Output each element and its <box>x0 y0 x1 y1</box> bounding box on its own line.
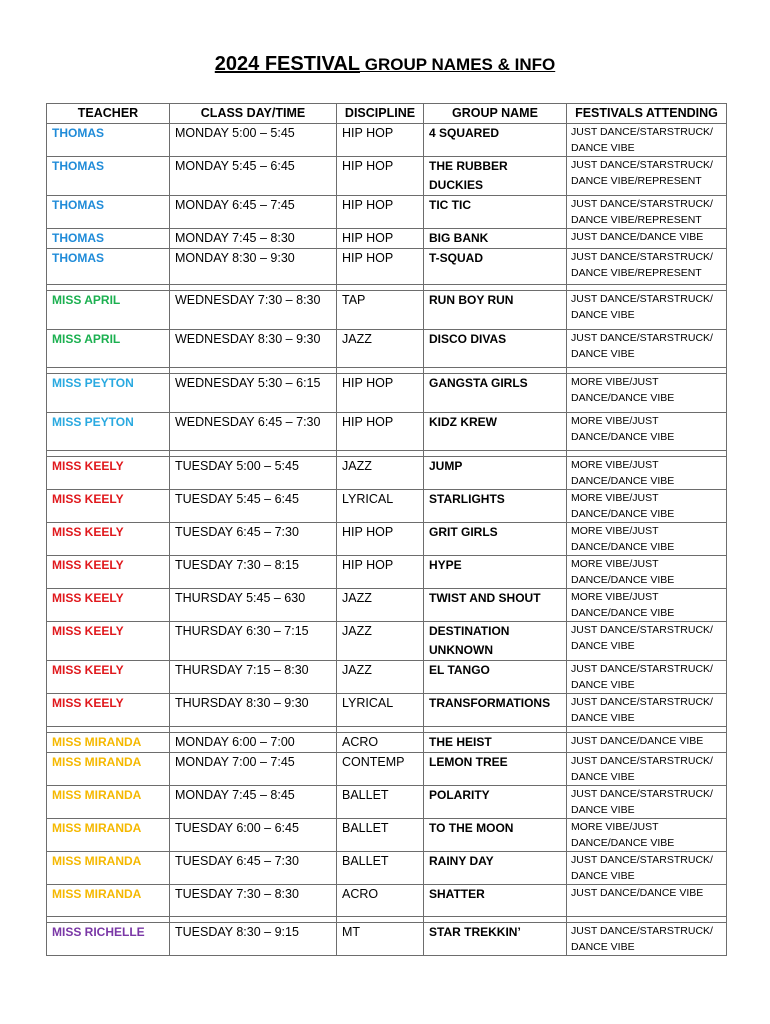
cell-discipline: BALLET <box>337 852 424 885</box>
cell-discipline: HIP HOP <box>337 523 424 556</box>
table-row <box>47 330 727 368</box>
cell-time: MONDAY 6:00 – 7:00 <box>170 733 337 753</box>
table-row <box>47 490 727 523</box>
cell-festivals: JUST DANCE/DANCE VIBE <box>567 733 727 753</box>
cell-group: SHATTER <box>424 885 567 917</box>
cell-festivals: JUST DANCE/STARSTRUCK/ DANCE VIBE <box>567 694 727 727</box>
cell-time: WEDNESDAY 8:30 – 9:30 <box>170 330 337 368</box>
cell-teacher: MISS KEELY <box>47 694 170 727</box>
cell-festivals: JUST DANCE/STARSTRUCK/ DANCE VIBE <box>567 923 727 956</box>
cell-discipline: BALLET <box>337 786 424 819</box>
table-body <box>47 124 727 956</box>
table-row <box>47 589 727 622</box>
cell-teacher: MISS PEYTON <box>47 374 170 413</box>
cell-festivals: JUST DANCE/STARSTRUCK/ DANCE VIBE/REPRESENT <box>567 249 727 285</box>
cell-festivals: MORE VIBE/JUST DANCE/DANCE VIBE <box>567 556 727 589</box>
cell-teacher: THOMAS <box>47 157 170 196</box>
table-row <box>47 622 727 661</box>
cell-festivals: JUST DANCE/STARSTRUCK/ DANCE VIBE <box>567 852 727 885</box>
title-rest: GROUP NAMES & INFO <box>360 55 556 74</box>
cell-group: HYPE <box>424 556 567 589</box>
cell-teacher: MISS KEELY <box>47 556 170 589</box>
cell-discipline: HIP HOP <box>337 229 424 249</box>
cell-discipline: JAZZ <box>337 622 424 661</box>
cell-festivals: MORE VIBE/JUST DANCE/DANCE VIBE <box>567 523 727 556</box>
cell-festivals: JUST DANCE/STARSTRUCK/ DANCE VIBE <box>567 291 727 330</box>
cell-discipline: TAP <box>337 291 424 330</box>
cell-teacher: MISS PEYTON <box>47 413 170 451</box>
cell-time: MONDAY 6:45 – 7:45 <box>170 196 337 229</box>
cell-group: RUN BOY RUN <box>424 291 567 330</box>
cell-discipline: ACRO <box>337 885 424 917</box>
table-row <box>47 753 727 786</box>
page-title <box>0 53 770 76</box>
cell-group: RAINY DAY <box>424 852 567 885</box>
cell-festivals: JUST DANCE/DANCE VIBE <box>567 885 727 917</box>
cell-festivals: MORE VIBE/JUST DANCE/DANCE VIBE <box>567 819 727 852</box>
cell-teacher: THOMAS <box>47 249 170 285</box>
cell-time: MONDAY 7:45 – 8:30 <box>170 229 337 249</box>
cell-teacher: MISS MIRANDA <box>47 786 170 819</box>
table-row <box>47 852 727 885</box>
cell-group: THE RUBBER DUCKIES <box>424 157 567 196</box>
cell-group: BIG BANK <box>424 229 567 249</box>
table-row <box>47 923 727 956</box>
cell-discipline: MT <box>337 923 424 956</box>
table-row <box>47 661 727 694</box>
header-row <box>47 104 727 124</box>
cell-festivals: JUST DANCE/STARSTRUCK/ DANCE VIBE/REPRESENT <box>567 196 727 229</box>
cell-group: T-SQUAD <box>424 249 567 285</box>
cell-time: WEDNESDAY 7:30 – 8:30 <box>170 291 337 330</box>
cell-discipline: JAZZ <box>337 661 424 694</box>
cell-group: DISCO DIVAS <box>424 330 567 368</box>
header-teacher: TEACHER <box>47 104 170 124</box>
cell-time: MONDAY 7:00 – 7:45 <box>170 753 337 786</box>
table-row <box>47 786 727 819</box>
cell-time: THURSDAY 8:30 – 9:30 <box>170 694 337 727</box>
cell-time: TUESDAY 6:45 – 7:30 <box>170 523 337 556</box>
table-row <box>47 249 727 285</box>
cell-festivals: JUST DANCE/DANCE VIBE <box>567 229 727 249</box>
cell-teacher: MISS KEELY <box>47 589 170 622</box>
cell-group: JUMP <box>424 457 567 490</box>
cell-discipline: BALLET <box>337 819 424 852</box>
table-row <box>47 157 727 196</box>
cell-teacher: THOMAS <box>47 124 170 157</box>
cell-festivals: JUST DANCE/STARSTRUCK/ DANCE VIBE <box>567 786 727 819</box>
cell-time: TUESDAY 5:00 – 5:45 <box>170 457 337 490</box>
cell-time: MONDAY 5:00 – 5:45 <box>170 124 337 157</box>
cell-time: TUESDAY 7:30 – 8:30 <box>170 885 337 917</box>
cell-festivals: MORE VIBE/JUST DANCE/DANCE VIBE <box>567 413 727 451</box>
cell-discipline: HIP HOP <box>337 249 424 285</box>
cell-group: STARLIGHTS <box>424 490 567 523</box>
cell-group: LEMON TREE <box>424 753 567 786</box>
cell-time: MONDAY 8:30 – 9:30 <box>170 249 337 285</box>
cell-group: EL TANGO <box>424 661 567 694</box>
cell-time: MONDAY 5:45 – 6:45 <box>170 157 337 196</box>
cell-festivals: JUST DANCE/STARSTRUCK/ DANCE VIBE <box>567 622 727 661</box>
cell-festivals: MORE VIBE/JUST DANCE/DANCE VIBE <box>567 589 727 622</box>
cell-teacher: MISS APRIL <box>47 291 170 330</box>
cell-time: TUESDAY 7:30 – 8:15 <box>170 556 337 589</box>
cell-festivals: JUST DANCE/STARSTRUCK/ DANCE VIBE <box>567 124 727 157</box>
cell-time: TUESDAY 5:45 – 6:45 <box>170 490 337 523</box>
table-row <box>47 457 727 490</box>
cell-time: THURSDAY 7:15 – 8:30 <box>170 661 337 694</box>
cell-time: TUESDAY 6:00 – 6:45 <box>170 819 337 852</box>
cell-teacher: THOMAS <box>47 229 170 249</box>
table-row <box>47 229 727 249</box>
cell-discipline: HIP HOP <box>337 374 424 413</box>
cell-festivals: MORE VIBE/JUST DANCE/DANCE VIBE <box>567 490 727 523</box>
cell-teacher: MISS MIRANDA <box>47 852 170 885</box>
header-group-name: GROUP NAME <box>424 104 567 124</box>
cell-teacher: MISS APRIL <box>47 330 170 368</box>
cell-time: WEDNESDAY 6:45 – 7:30 <box>170 413 337 451</box>
cell-discipline: HIP HOP <box>337 556 424 589</box>
cell-teacher: MISS KEELY <box>47 622 170 661</box>
cell-group: STAR TREKKIN’ <box>424 923 567 956</box>
cell-discipline: JAZZ <box>337 457 424 490</box>
table-row <box>47 413 727 451</box>
cell-teacher: MISS KEELY <box>47 661 170 694</box>
cell-group: TWIST AND SHOUT <box>424 589 567 622</box>
header-discipline: DISCIPLINE <box>337 104 424 124</box>
cell-discipline: JAZZ <box>337 330 424 368</box>
cell-teacher: MISS KEELY <box>47 490 170 523</box>
cell-festivals: JUST DANCE/STARSTRUCK/ DANCE VIBE/REPRESENT <box>567 157 727 196</box>
cell-festivals: MORE VIBE/JUST DANCE/DANCE VIBE <box>567 374 727 413</box>
table-row <box>47 196 727 229</box>
cell-teacher: MISS MIRANDA <box>47 885 170 917</box>
cell-teacher: MISS RICHELLE <box>47 923 170 956</box>
table-row <box>47 556 727 589</box>
header-class-day-time: CLASS DAY/TIME <box>170 104 337 124</box>
cell-festivals: JUST DANCE/STARSTRUCK/ DANCE VIBE <box>567 753 727 786</box>
cell-time: WEDNESDAY 5:30 – 6:15 <box>170 374 337 413</box>
cell-discipline: HIP HOP <box>337 157 424 196</box>
cell-time: THURSDAY 6:30 – 7:15 <box>170 622 337 661</box>
festival-table <box>46 103 727 956</box>
cell-time: THURSDAY 5:45 – 630 <box>170 589 337 622</box>
cell-discipline: HIP HOP <box>337 196 424 229</box>
table-row <box>47 374 727 413</box>
table-row <box>47 885 727 917</box>
table-row <box>47 733 727 753</box>
table-row <box>47 694 727 727</box>
table-row <box>47 819 727 852</box>
cell-discipline: LYRICAL <box>337 490 424 523</box>
table-row <box>47 523 727 556</box>
cell-teacher: MISS MIRANDA <box>47 819 170 852</box>
cell-group: GANGSTA GIRLS <box>424 374 567 413</box>
cell-group: KIDZ KREW <box>424 413 567 451</box>
title-bold-part: 2024 FESTIVAL <box>214 53 361 75</box>
cell-festivals: JUST DANCE/STARSTRUCK/ DANCE VIBE <box>567 661 727 694</box>
cell-teacher: MISS KEELY <box>47 523 170 556</box>
cell-teacher: MISS MIRANDA <box>47 733 170 753</box>
cell-time: TUESDAY 8:30 – 9:15 <box>170 923 337 956</box>
cell-discipline: LYRICAL <box>337 694 424 727</box>
cell-group: TRANSFORMATIONS <box>424 694 567 727</box>
cell-group: POLARITY <box>424 786 567 819</box>
cell-group: TIC TIC <box>424 196 567 229</box>
cell-group: 4 SQUARED <box>424 124 567 157</box>
cell-teacher: MISS MIRANDA <box>47 753 170 786</box>
cell-group: GRIT GIRLS <box>424 523 567 556</box>
cell-teacher: MISS KEELY <box>47 457 170 490</box>
cell-time: TUESDAY 6:45 – 7:30 <box>170 852 337 885</box>
cell-discipline: HIP HOP <box>337 413 424 451</box>
cell-group: DESTINATION UNKNOWN <box>424 622 567 661</box>
table-row <box>47 291 727 330</box>
cell-group: TO THE MOON <box>424 819 567 852</box>
cell-festivals: MORE VIBE/JUST DANCE/DANCE VIBE <box>567 457 727 490</box>
cell-discipline: ACRO <box>337 733 424 753</box>
cell-discipline: HIP HOP <box>337 124 424 157</box>
header-festivals-attending: FESTIVALS ATTENDING <box>567 104 727 124</box>
cell-discipline: JAZZ <box>337 589 424 622</box>
cell-time: MONDAY 7:45 – 8:45 <box>170 786 337 819</box>
cell-teacher: THOMAS <box>47 196 170 229</box>
cell-discipline: CONTEMP <box>337 753 424 786</box>
cell-group: THE HEIST <box>424 733 567 753</box>
cell-festivals: JUST DANCE/STARSTRUCK/ DANCE VIBE <box>567 330 727 368</box>
table-row <box>47 124 727 157</box>
